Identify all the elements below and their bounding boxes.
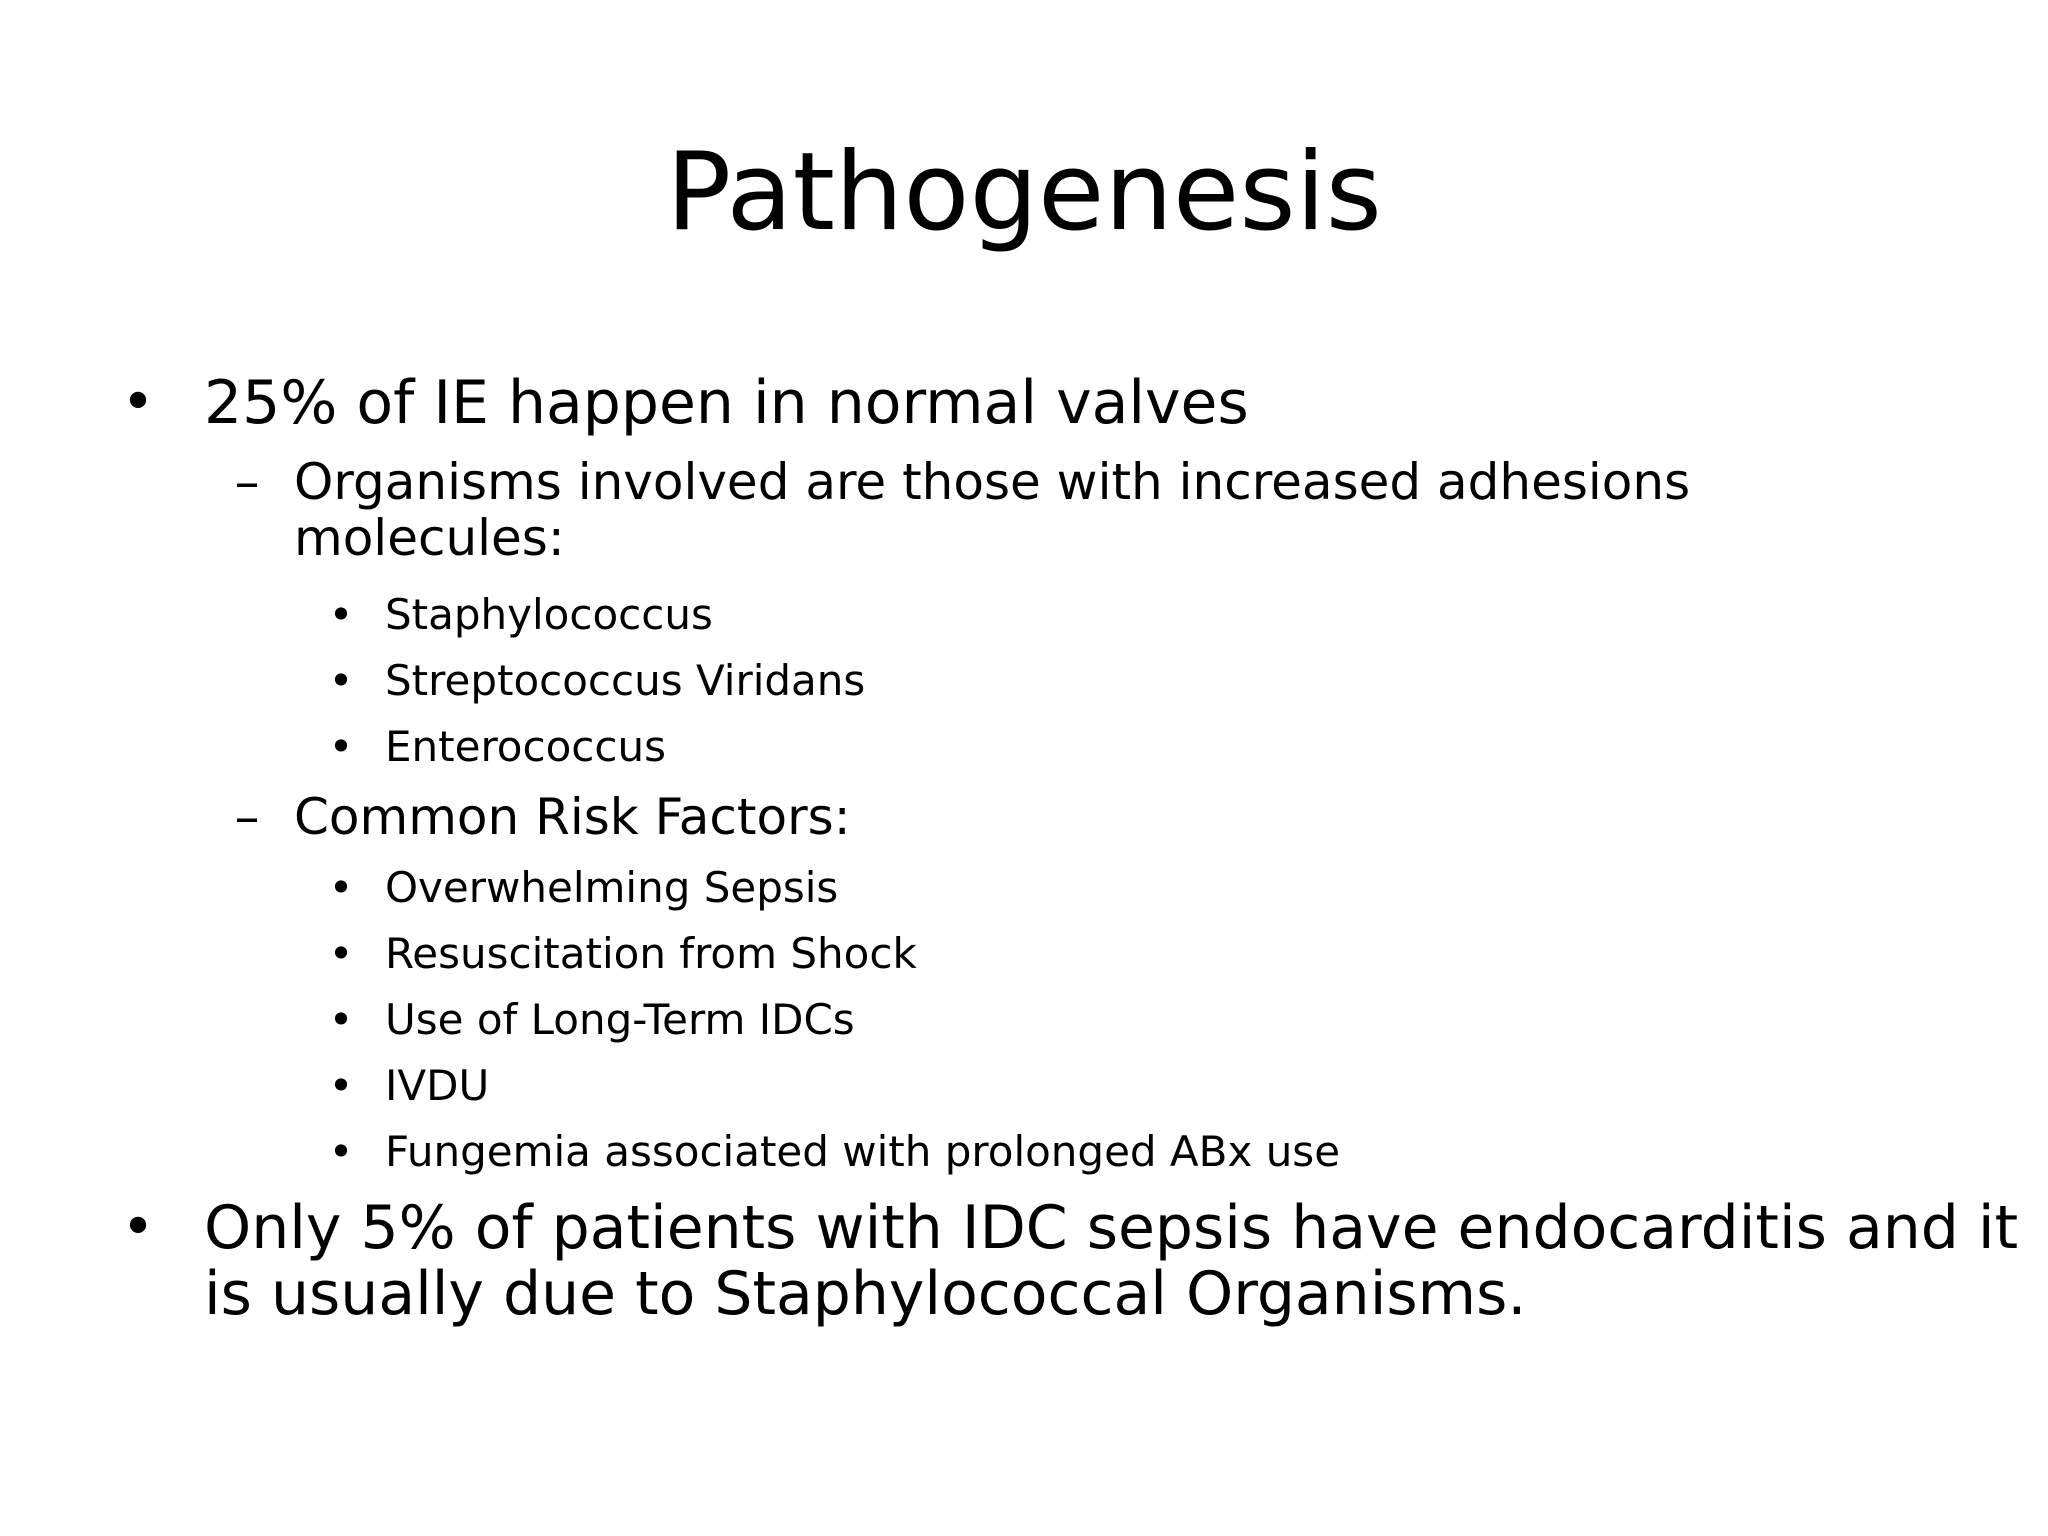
list-item-text: Use of Long-Term IDCs: [385, 995, 855, 1044]
list-item-text: Streptococcus Viridans: [385, 656, 866, 705]
bullet-marker: •: [121, 1195, 155, 1260]
list-item-text: Fungemia associated with prolonged ABx use: [385, 1127, 1341, 1176]
list-item-text: Staphylococcus: [385, 590, 713, 639]
bullet-marker: •: [328, 590, 354, 639]
dash-marker: –: [234, 453, 260, 511]
list-item-text: Overwhelming Sepsis: [385, 863, 839, 912]
dash-marker: –: [234, 788, 260, 846]
subbullet-text: Common Risk Factors:: [294, 788, 851, 846]
bullet-marker: •: [328, 863, 354, 912]
bullet-marker: •: [328, 929, 354, 978]
list-item-text: Enterococcus: [385, 722, 666, 771]
list-item-text: Resuscitation from Shock: [385, 929, 917, 978]
bullet-marker: •: [328, 656, 354, 705]
slide-title: Pathogenesis: [666, 130, 1382, 255]
bullet-marker: •: [328, 722, 354, 771]
bullet-text-line2: is usually due to Staphylococcal Organisms.: [204, 1259, 1527, 1329]
bullet-text-line1: Only 5% of patients with IDC sepsis have endocarditis and it: [204, 1193, 2019, 1263]
bullet-marker: •: [328, 1061, 354, 1110]
subbullet-text-line1: Organisms involved are those with increased adhesions: [294, 453, 1691, 511]
bullet-text: 25% of IE happen in normal valves: [204, 368, 1249, 438]
bullet-marker: •: [328, 1127, 354, 1176]
bullet-marker: •: [121, 370, 155, 435]
bullet-marker: •: [328, 995, 354, 1044]
subbullet-text-line2: molecules:: [294, 509, 565, 567]
list-item-text: IVDU: [385, 1061, 490, 1110]
